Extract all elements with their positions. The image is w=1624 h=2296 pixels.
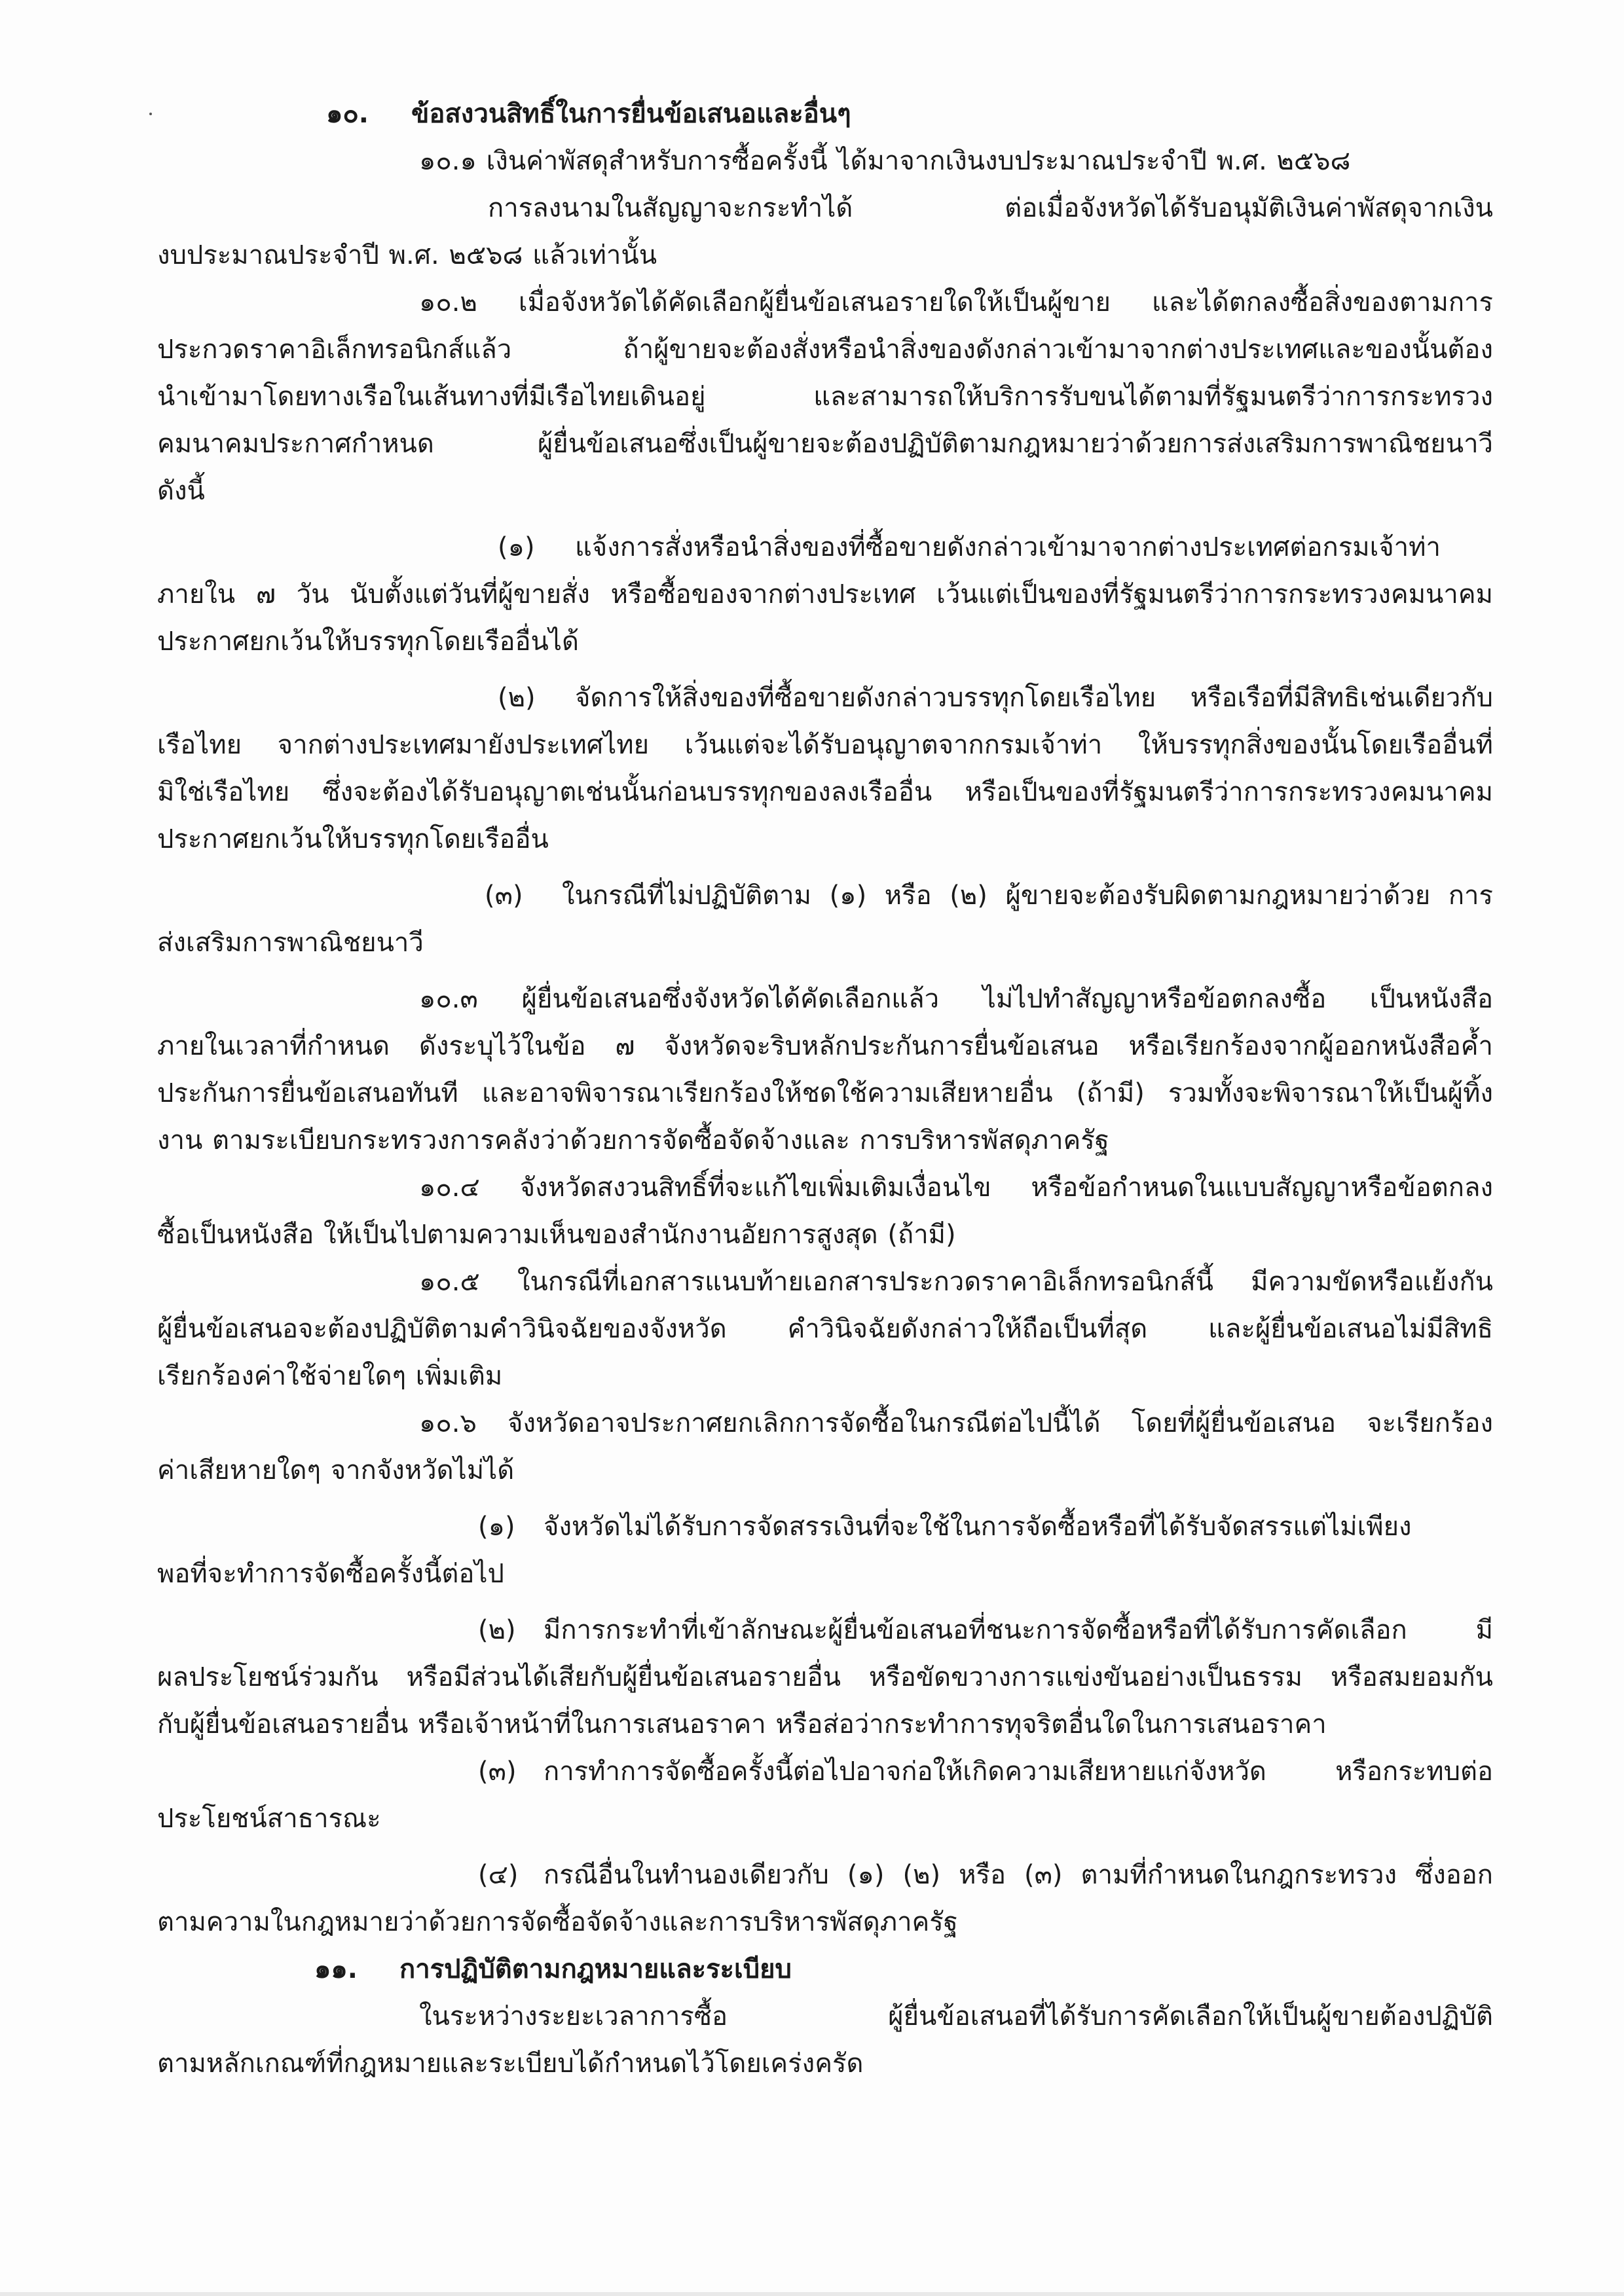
section-11-line: ในระหว่างระยะเวลาการซื้อ ผู้ยื่นข้อเสนอที่ได้รับการคัดเลือกให้เป็นผู้ขายต้องปฏิบัติ (419, 2001, 1493, 2032)
clause-10-5-line: ๑๐.๕ ในกรณีที่เอกสารแนบท้ายเอกสารประกวดราคาอิเล็กทรอนิกส์นี้ มีความขัดหรือแย้งกัน (419, 1267, 1493, 1297)
clause-10-3-line: ๑๐.๓ ผู้ยื่นข้อเสนอซึ่งจังหวัดได้คัดเลือกแล้ว ไม่ไปทำสัญญาหรือข้อตกลงซื้อ เป็นหนังสือ (419, 984, 1493, 1014)
document-body (157, 90, 1493, 2087)
item-line: พอที่จะทำการจัดซื้อครั้งนี้ต่อไป (157, 1559, 504, 1589)
section-11-body (157, 1993, 1493, 2087)
section-11-heading (157, 1946, 1493, 1993)
section-11-title: การปฏิบัติตามกฎหมายและระเบียบ (399, 1954, 792, 1984)
clause-10-3-line: งาน ตามระเบียบกระทรวงการคลังว่าด้วยการจัดซื้อจัดจ้างและ การบริหารพัสดุภาครัฐ (157, 1125, 1109, 1156)
item-line (157, 674, 1493, 721)
clause-10-6-line: ค่าเสียหายใดๆ จากจังหวัดไม่ได้ (157, 1455, 515, 1485)
clause-10-4-line: ซื้อเป็นหนังสือ ให้เป็นไปตามความเห็นของสำนักงานอัยการสูงสุด (ถ้ามี) (157, 1220, 956, 1250)
clause-10-1-line: การลงนามในสัญญาจะกระทำได้ ต่อเมื่อจังหวัดได้รับอนุมัติเงินค่าพัสดุจากเงิน (488, 193, 1493, 223)
clause-10-1-line: งบประมาณประจำปี พ.ศ. ๒๕๖๘ แล้วเท่านั้น (157, 240, 657, 270)
clause-10-1 (157, 137, 1493, 279)
item-line: มิใช่เรือไทย ซึ่งจะต้องได้รับอนุญาตเช่นนั้นก่อนบรรทุกของลงเรืออื่น หรือเป็นของที่รัฐมนตรีว่าการกระทรวงคมนาคม (157, 777, 1493, 807)
item-line: ตามความในกฎหมายว่าด้วยการจัดซื้อจัดจ้างและการบริหารพัสดุภาครัฐ (157, 1907, 958, 1937)
item-label: (๒) (498, 683, 536, 713)
clause-10-4 (157, 1164, 1493, 1258)
clause-10-6-item-4 (157, 1851, 1493, 1946)
clause-10-3-line: ภายในเวลาที่กำหนด ดังระบุไว้ในข้อ ๗ จังหวัดจะริบหลักประกันการยื่นข้อเสนอ หรือเรียกร้องจากผู้ออกหนังสือค้ำ (157, 1031, 1493, 1061)
item-text: กรณีอื่นในทำนองเดียวกับ (๑) (๒) หรือ (๓) ตามที่กำหนดในกฎกระทรวง ซึ่งออก (544, 1860, 1493, 1890)
item-line: ประกาศยกเว้นให้บรรทุกโดยเรืออื่นได้ (157, 627, 579, 657)
item-label: (๓) (478, 1757, 517, 1787)
section-10-heading (157, 90, 1493, 137)
clause-10-6-item-3 (157, 1748, 1493, 1842)
clause-10-2-item-3 (157, 872, 1493, 966)
item-label: (๒) (478, 1615, 516, 1645)
section-10-title: ข้อสงวนสิทธิ์ในการยื่นข้อเสนอและอื่นๆ (411, 99, 851, 129)
item-label: (๓) (485, 881, 523, 911)
clause-10-5-line: ผู้ยื่นข้อเสนอจะต้องปฏิบัติตามคำวินิจฉัยของจังหวัด คำวินิจฉัยดังกล่าวให้ถือเป็นที่สุด และผู้ยื่นข้อเสนอไม่มีสิทธิ (157, 1314, 1493, 1344)
item-text: มีการกระทำที่เข้าลักษณะผู้ยื่นข้อเสนอที่ชนะการจัดซื้อหรือที่ได้รับการคัดเลือก มี (544, 1615, 1493, 1645)
clause-10-3-line: ประกันการยื่นข้อเสนอทันที และอาจพิจารณาเรียกร้องให้ชดใช้ความเสียหายอื่น (ถ้ามี) รวมทั้งจะพิจารณาให้เป็นผู้ทิ้ง (157, 1078, 1493, 1108)
item-text: จัดการให้สิ่งของที่ซื้อขายดังกล่าวบรรทุกโดยเรือไทย หรือเรือที่มีสิทธิเช่นเดียวกับ (575, 683, 1493, 713)
item-line: ประโยชน์สาธารณะ (157, 1804, 381, 1834)
clause-10-1-line: ๑๐.๑ เงินค่าพัสดุสำหรับการซื้อครั้งนี้ ได้มาจากเงินงบประมาณประจำปี พ.ศ. ๒๕๖๘ (419, 146, 1351, 176)
item-line: ส่งเสริมการพาณิชยนาวี (157, 928, 424, 958)
item-line (157, 1748, 1493, 1795)
clause-10-3 (157, 975, 1493, 1164)
item-text: แจ้งการสั่งหรือนำสิ่งของที่ซื้อขายดังกล่าวเข้ามาจากต่างประเทศต่อกรมเจ้าท่า (575, 532, 1441, 562)
item-line: ผลประโยชน์ร่วมกัน หรือมีส่วนได้เสียกับผู้ยื่นข้อเสนอรายอื่น หรือขัดขวางการแข่งขันอย่างเป็นธรรม หรือสมยอมกัน (157, 1662, 1493, 1692)
clause-10-5 (157, 1258, 1493, 1400)
item-line (157, 872, 1493, 919)
item-line: กับผู้ยื่นข้อเสนอรายอื่น หรือเจ้าหน้าที่ในการเสนอราคา หรือส่อว่ากระทำการทุจริตอื่นใดในการเสนอราคา (157, 1709, 1327, 1740)
item-label: (๑) (498, 532, 535, 562)
clause-10-6-item-2 (157, 1607, 1493, 1748)
scan-bottom-edge (0, 2292, 1624, 2296)
section-10-number: ๑๐. (326, 99, 369, 129)
item-line (157, 524, 1493, 571)
item-line: ประกาศยกเว้นให้บรรทุกโดยเรืออื่น (157, 824, 549, 854)
clause-10-6-item-1 (157, 1503, 1493, 1597)
clause-10-2-item-2 (157, 674, 1493, 863)
clause-10-6 (157, 1400, 1493, 1494)
item-line (157, 1607, 1493, 1654)
clause-10-2-line: ดังนี้ (157, 476, 205, 506)
clause-10-6-line: ๑๐.๖ จังหวัดอาจประกาศยกเลิกการจัดซื้อในกรณีต่อไปนี้ได้ โดยที่ผู้ยื่นข้อเสนอ จะเรียกร้อง (419, 1408, 1493, 1438)
item-line (157, 1851, 1493, 1899)
section-11-number: ๑๑. (314, 1954, 358, 1984)
clause-10-5-line: เรียกร้องค่าใช้จ่ายใดๆ เพิ่มเติม (157, 1361, 503, 1391)
item-line: เรือไทย จากต่างประเทศมายังประเทศไทย เว้นแต่จะได้รับอนุญาตจากกรมเจ้าท่า ให้บรรทุกสิ่งของนั้นโดยเรืออื่นที่ (157, 730, 1493, 760)
clause-10-2-line: คมนาคมประกาศกำหนด ผู้ยื่นข้อเสนอซึ่งเป็นผู้ขายจะต้องปฏิบัติตามกฎหมายว่าด้วยการส่งเสริมการพาณิชยนาวี (157, 429, 1493, 459)
item-line (157, 1503, 1493, 1550)
item-text: การทำการจัดซื้อครั้งนี้ต่อไปอาจก่อให้เกิดความเสียหายแก่จังหวัด หรือกระทบต่อ (544, 1757, 1493, 1787)
clause-10-4-line: ๑๐.๔ จังหวัดสงวนสิทธิ์ที่จะแก้ไขเพิ่มเติมเงื่อนไข หรือข้อกำหนดในแบบสัญญาหรือข้อตกลง (419, 1173, 1493, 1203)
clause-10-2-line: นำเข้ามาโดยทางเรือในเส้นทางที่มีเรือไทยเดินอยู่ และสามารถให้บริการรับขนได้ตามที่รัฐมนตรีว่าการกระทรวง (157, 382, 1493, 412)
item-text: จังหวัดไม่ได้รับการจัดสรรเงินที่จะใช้ในการจัดซื้อหรือที่ได้รับจัดสรรแต่ไม่เพียง (544, 1512, 1412, 1542)
item-label: (๑) (478, 1512, 515, 1542)
clause-10-2-line: ๑๐.๒ เมื่อจังหวัดได้คัดเลือกผู้ยื่นข้อเสนอรายใดให้เป็นผู้ขาย และได้ตกลงซื้อสิ่งของตามการ (419, 287, 1493, 318)
clause-10-2 (157, 279, 1493, 515)
item-line: ภายใน ๗ วัน นับตั้งแต่วันที่ผู้ขายสั่ง หรือซื้อของจากต่างประเทศ เว้นแต่เป็นของที่รัฐมนตรีว่าการกระทรวงคมนาคม (157, 579, 1493, 610)
clause-10-2-item-1 (157, 524, 1493, 665)
clause-10-2-line: ประกวดราคาอิเล็กทรอนิกส์แล้ว ถ้าผู้ขายจะต้องสั่งหรือนำสิ่งของดังกล่าวเข้ามาจากต่างประเทศและของนั้นต้อง (157, 335, 1493, 365)
section-11-line: ตามหลักเกณฑ์ที่กฎหมายและระเบียบได้กำหนดไว้โดยเคร่งครัด (157, 2049, 864, 2079)
item-label: (๔) (478, 1860, 519, 1890)
scan-dot (149, 113, 152, 115)
item-text: ในกรณีที่ไม่ปฏิบัติตาม (๑) หรือ (๒) ผู้ขายจะต้องรับผิดตามกฎหมายว่าด้วย การ (562, 881, 1493, 911)
